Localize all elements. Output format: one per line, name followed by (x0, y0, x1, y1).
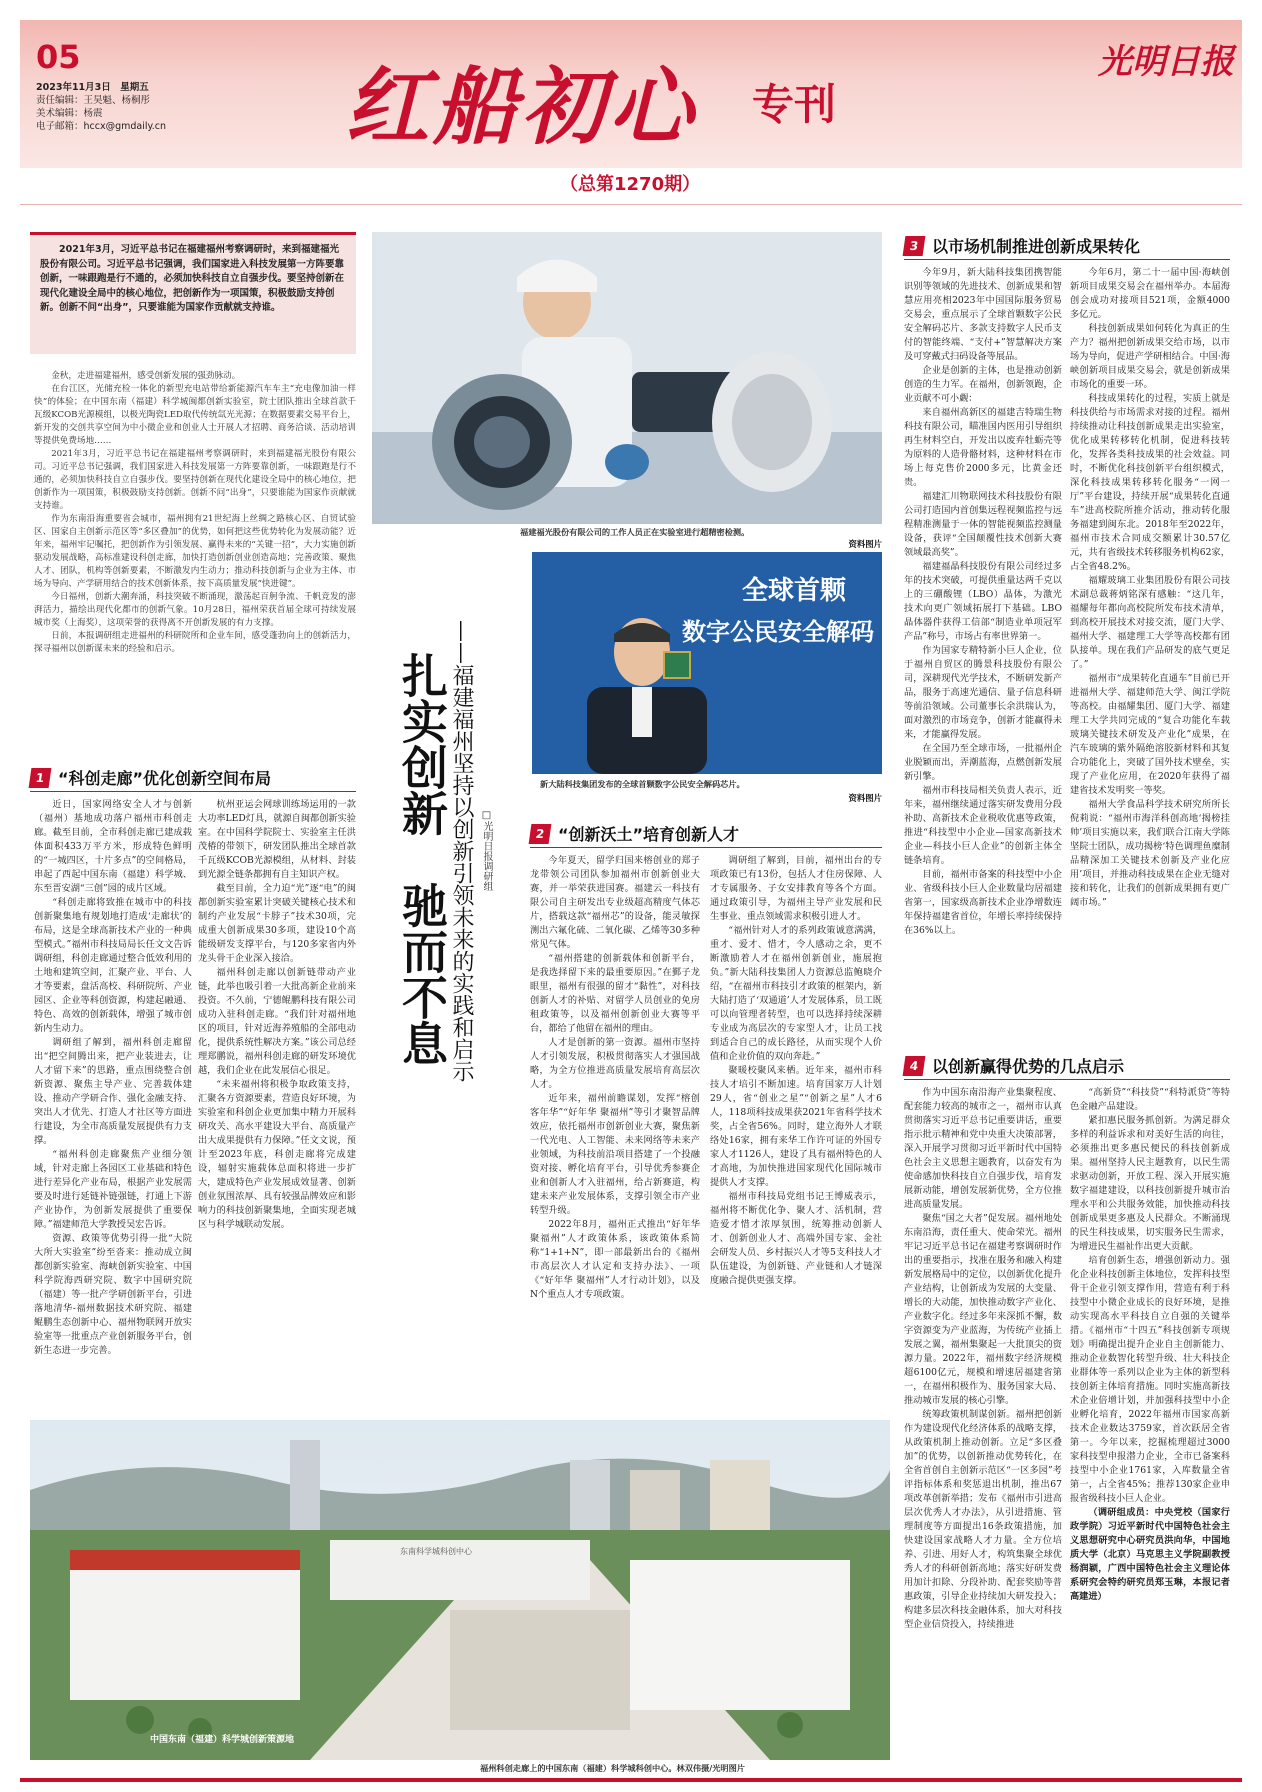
section-1-paragraph: 近日，国家网络安全人才与创新（福州）基地成功落户福州市科创走廊。截至目前，全市科创走廊已建成载体面积433万平方米，形成特色鲜明的“一城四区，十片多点”的空间格局，串起了西起中国东南（福建）科学城、东至晋安湖“三创”园的成片区域。 (34, 799, 192, 894)
section-4-number: 4 (903, 1056, 926, 1076)
lead-paragraph: 今日福州，创新大潮奔涌，科技突破不断涌现，激荡起百舸争流、千帆竞发的澎湃活力，描绘出现代化都市的创新气象。10月28日，福州荣获首届全球可持续发展城市奖（上海奖），这项荣誉的获得离不开创新发展的有力支撑。 (34, 592, 356, 628)
art-editor-line: 美术编辑：杨震 (36, 108, 103, 119)
section-1-paragraph: “科创走廊将致推在城市中的科技创新聚集地有规划地打造成‘走廊状’的布局，这是全球高新技术产业的一种典型模式。”福州市科技局局长任文文告诉调研组，科创走廊通过整合低效利用的土地和建筑空间，汇聚产业、平台、人才等要素，盘活高校、科研院所、产业园区、企业等科创资源，构建起融通、特色、高效的创新载体，增强了城市创新内生动力。 (34, 897, 192, 1034)
section-4-paragraph: 紧扣惠民服务抓创新。为满足群众多样的利益诉求和对美好生活的向往，必须推出更多惠民便民的科技创新成果。福州坚持人民主题教育，以民生需求驱动创新，开放工程、深入开展实施数字福建建设，以科技创新提升城市治理水平和公共服务效能，加快推动科技创新成果更多惠及人民群众。不断涌现的民生科技成果，切实服务民生需求，为增进民生福祉作出更大贡献。 (1070, 1115, 1230, 1252)
lead-paragraph: 作为东南沿海重要省会城市，福州拥有21世纪海上丝绸之路核心区、自贸试验区、国家自主创新示范区等“多区叠加”的优势，如何把这些优势转化为发展动能？近年来，福州牢记嘱托，把创新作为引领发展、赢得未来的“关键一招”，大力实施创新驱动发展战略，高标准建设科创走廊，加快打造创新创业创造高地；完善政策、聚焦人才、团队，机构等创新要素，不断激发内生动力；推动科技创新与企业为主体、市场为导向、产学研用结合的技术创新体系，按下高质量发展“快进键”。 (34, 514, 356, 589)
section-1-paragraph: “福州科创走廊聚焦产业细分领域，针对走廊上各园区工业基础和特色进行差异化产业布局，根据产业发展需要及时进行延链补链强链，打通上下游产业协作，为创新发展提供了重要保障。”福建师范大学教授吴宏告诉。 (34, 1149, 192, 1230)
photo-lab-worker (372, 232, 882, 524)
section-2-title: “创新沃土”培育创新人才 (558, 825, 740, 844)
section-4-title: 以创新赢得优势的几点启示 (932, 1057, 1125, 1076)
section-2-number: 2 (529, 824, 552, 844)
special-label: 专刊 (752, 80, 837, 129)
lead-paragraph: 金秋，走进福建福州，感受创新发展的强劲脉动。 (51, 371, 241, 381)
section-3-paragraph: 今年9月，新大陆科技集团携智能识别等领域的先进技术、创新成果和智慧应用亮相2023年中国国际服务贸易交易会，重点展示了全球首颗数字公民安全解码芯片、多款支持数字人民币支付的智能终端、“支付+”智慧解决方案及可穿戴式扫码设备等展品。 (904, 267, 1062, 362)
section-3-title: 以市场机制推进创新成果转化 (932, 237, 1141, 256)
lead-paragraph: 2021年3月，习近平总书记在福建福州考察调研时，来到福建福光股份有限公司。习近平总书记强调，我们国家进入科技发展第一方阵要靠创新，一味跟跑是行不通的，必须加快科技自立自强步伐。要坚持创新在现代化建设全局中的核心地位，把创新作为一项国策，积极鼓励支持创新。创新不问“出身”，只要谁能为国家作贡献就支持谁。 (34, 449, 356, 511)
section-4-paragraph: 培育创新生态，增强创新动力。强化企业科技创新主体地位，发挥科技型骨干企业引领支撑作用，营造有利于科技型中小微企业成长的良好环境，是推动实现高水平科技自立自强的关键举措。《福州市“十四五”科技创新专项规划》明确提出提升企业自主创新能力、推动企业数智化转型升级、壮大科技企业群体等一系列以企业为主体的新型科技创新主体培育措施。同时实施高新技术企业倍增计划，并加强科技型中小企业孵化培育，2022年福州市国家高新技术企业数达3759家，首次跃居全省第一。今年以来，挖掘梳理超过3000家科技型申报潜力企业，全市已备案科技型中小企业1761家，入库数量全省第一，占全省45%；推荐130家企业申报省级科技小巨人企业。 (1070, 1255, 1230, 1504)
bottom-rule (20, 1778, 1242, 1782)
issue-number: 05 (36, 38, 81, 76)
section-1-paragraph: 截至目前，全力迫“光”逐“电”的闽都创新实验室累计突破关键核心技术和制约产业发展“卡脖子”技术30项，完成重大创新成果30多项，建设10个高能级研发支撑平台，与120多家省内外龙头骨干企业深入接洽。 (198, 883, 356, 964)
section-2-paragraph: 近年来，福州前瞻谋划，发挥“榕创客年华”“好年华 聚福州”等引才聚智品牌效应，依托福州市创新创业大赛，聚焦新一代光电、人工智能、未来网络等未来产业领域，为科技前沿项目搭建了一个投融资对接、孵化培育平台，引导优秀参赛企业和创新人才入驻福州，给占新赛道，构建未来产业发展体系，支撑引领全市产业转型升级。 (530, 1093, 700, 1216)
section-1-title: “科创走廊”优化创新空间布局 (58, 769, 272, 788)
section-1-paragraph: “未来福州将积极争取政策支持，汇聚各方资源要素，营造良好环境，为实验室和科创企业更加集中精力开展科研攻关、高水平建设大平台、高质量产出大成果提供有力保障。”任文文说，预计至2023年底，科创走廊将完成建设，辐射实施载体总面积将进一步扩大，建成特色产业发展成效显著、创新创业氛围浓厚、具有较强品牌效应和影响力的科技创新聚集地，全面实现老城区与科学城联动发展。 (198, 1079, 356, 1230)
section-1-paragraph: 调研组了解到，福州科创走廊留出“把空间腾出来，把产业装进去，让人才留下来”的思路，重点围绕整合创新资源、聚焦主导产业、完善载体建设、推动产学研合作、强化金融支持、突出人才优先、打造人才社区等方面进行建设，为全市高质量发展提供有力支撑。 (34, 1037, 192, 1146)
section-2-paragraph: “福州搭建的创新载体和创新平台，是我选择留下来的最重要原因。”在鄞子龙眼里，福州有很强的留才“黏性”，对科技创新人才的补贴、对留学人员创业的免房租政策等，以及福州创新创业大赛等平台，都给了他留在福州的理由。 (530, 953, 700, 1034)
total-issue-number: （总第1270期） (560, 174, 701, 195)
header-divider (20, 204, 1242, 205)
section-3-paragraph: 福建福晶科技股份有限公司经过多年的技术突破，可提供重量达两千克以上的三硼酸锂（LBO）晶体，为激光技术向更广领域拓展打下基础。LBO晶体器件获得工信部“制造业单项冠军产品”称号，市场占有率世界第一。 (904, 561, 1062, 642)
section-2-paragraph: 今年夏天，留学归国来榕创业的郑子龙带领公司团队参加福州市创新创业大赛，并一举荣获进国赛。福建云一科技有限公司自主研发出专业级超高精度气体芯片，搭载这款“福州芯”的设备，能灵敏探测出六氟化硫、二氧化碳、乙烯等30多种常见气体。 (530, 855, 700, 950)
photo-lab-caption: 福建福光股份有限公司的工作人员正在实验室进行超精密检测。 (520, 527, 750, 537)
photo-chip-credit: 资料图片 (848, 793, 882, 803)
section-4-header (904, 1052, 1230, 1080)
byline: □光明日报调研组 (481, 810, 492, 891)
headline-main: 扎实创新 驰而不息 (395, 652, 449, 1066)
section-3-paragraph: 福建汇川物联网技术科技股份有限公司打造国内首创集远程视频监控与远程精准测量于一体的智能视频监控测量设备，获评“全国颠覆性技术创新大赛领域最高奖”。 (904, 491, 1062, 558)
section-2-header (530, 820, 882, 848)
section-3-paragraph: 福州市“成果转化直通车”目前已开进福州大学、福建师范大学、闽江学院等高校。由福耀集团、厦门大学、福建理工大学共同完成的“复合功能化车载玻璃关键技术研发及产业化”成果，在汽车玻璃的紫外隔绝溶胶新材料和其复合功能化上，突破了国外技术壁垒，实现了产业化应用，在2020年获得了福建省技术发明奖一等奖。 (1070, 673, 1230, 796)
section-4-column-1 (904, 1086, 1062, 1772)
newspaper-logo: 光明日报 (1098, 42, 1234, 82)
lead-paragraph: 日前，本报调研组走进福州的科研院所和企业车间，感受蓬勃向上的创新活力，探寻福州以创新谋未来的经验和启示。 (34, 631, 356, 654)
photo-science-city (30, 1420, 890, 1760)
intro-box: 2021年3月，习近平总书记在福建福州考察调研时，来到福建福光股份有限公司。习近平总书记强调，我们国家进入科技发展第一方阵要靠创新，一味跟跑是行不通的，必须加快科技自立自强步伐。要坚持创新在现代化建设全局中的核心地位，把创新作为一项国策，积极鼓励支持创新。创新不问“出身”，只要谁能为国家作贡献就支持谁。 (30, 232, 356, 354)
section-3-paragraph: 在全国乃至全球市场，一批福州企业脱颖而出，弄潮蓝海，点燃创新发展新引擎。 (904, 743, 1062, 782)
photo-chip-caption: 新大陆科技集团发布的全球首颗数字公民安全解码芯片。 (540, 779, 745, 789)
photo-science-city-sign: 中国东南（福建）科学城创新策源地 (150, 1735, 295, 1745)
section-2-paragraph: 2022年8月，福州正式推出“好年华 聚福州”人才政策体系，该政策体系简称“1+1+N”，即一部最新出台的《福州市高层次人才认定和支持办法》、一项《“好年华 聚福州”人才行动计划》，以及N个重点人才专项政策。 (530, 1219, 700, 1300)
headline-sub: ——福建福州坚持以创新引领未来的实践和启示 (449, 620, 474, 1082)
section-3-paragraph: 福州市科技局相关负责人表示，近年来，福州继续通过落实研发费用分段补助、高新技术企业税收优惠等政策，推进“科技型中小企业—国家高新技术企业—科技小巨人企业”的创新主体全链条培育。 (904, 785, 1062, 866)
section-3-paragraph: 福耀玻璃工业集团股份有限公司技术副总裁蒋炳铭深有感触：“这几年，福耀每年都向高校院所发布技术清单，到高校开展技术对接交流，厦门大学、福州大学、福建理工大学等高校都有团队接单。现在我们产品研发的底气更足了。” (1070, 575, 1230, 670)
editor-line: 责任编辑：王昊魁、杨桐彤 (36, 95, 151, 106)
section-3-paragraph: 企业是创新的主体，也是推动创新创造的生力军。在福州，创新领跑，企业贡献不可小觑： (904, 365, 1062, 404)
section-2-paragraph: 福州市科技局党组书记王博威表示，福州将不断优化争、聚人才、活机制，营造爱才惜才浓厚氛围，统筹推动创新人才、创新创业人才、高端外国专家、金社会研发人员、乡村振兴人才等5支科技人才队伍建设，为创新链、产业链和人才链深度融合提供更强支撑。 (710, 1191, 882, 1286)
section-3-number: 3 (903, 236, 926, 256)
lead-paragraph: 在台江区，光储充检一体化的新型充电站带给新能源汽车车主“充电像加油一样快”的体验；在中国东南（福建）科学城闽都创新实验室，院士团队推出全球首款千瓦级KCOB光源模组，以极光陶瓷LED取代传统氙光光源；在数据要素交易平台上，新开发的交创共享空间为中小微企业和创业人士开展人才招聘、商务洽谈、活动培训等提供免费场地…… (34, 384, 356, 446)
section-3-column-1 (904, 266, 1062, 1046)
section-3-header (904, 232, 1230, 260)
section-3-paragraph: 科技成果转化的过程，实质上就是科技供给与市场需求对接的过程。福州持续推动让科技创新成果走出实验室，优化成果转移转化机制，促进科技转化，发挥各类科技成果的社会效益。同时，不断优化科技创新平台组织模式，深化科技成果转移转化服务“一网一厅”平台建设，持续开展“成果转化直通车”进高校院所推介活动，推动转化服务福建到闽东北。2018年至2022年，福州市技术合同成交额累计30.57亿元，共有省级技术转移服务机构62家，占全省48.2%。 (1070, 393, 1230, 572)
lead-article (34, 370, 356, 700)
section-4-column-2 (1070, 1086, 1230, 1772)
section-3-paragraph: 作为国家专精特新小巨人企业，位于福州自贸区的腾景科技股份有限公司，深耕现代光学技术，不断研发新产品，服务于高速光通信、量子信息科研等前沿领域。公司董事长余洪瑞认为，面对激烈的市场竞争，创新才能赢得未来，才能赢得发展。 (904, 645, 1062, 740)
section-2-paragraph: 调研组了解到，目前，福州出台的专项政策已有13份，包括人才住房保障、人才专属服务、子女安排教育等各个方面。通过政策引导，为福州主导产业发展和民生事业、重点领域需求积极引进人才。 (710, 855, 882, 922)
photo-lab-credit: 资料图片 (848, 539, 882, 549)
section-4-paragraph: 统筹政策机制谋创新。福州把创新作为建设现代化经济体系的战略支撑，从政策机制上推动创新。立足“多区叠加”的优势，以创新推动优势转化，在全省首创自主创新示范区“一区多园”考评指标体系和奖惩退出机制，推出67项改革创新举措；发布《福州市引进高层次优秀人才办法》，从引进措施、管理制度等方面提出16条政策措施，加快建设国家战略人才力量。全方位培养、引进、用好人才，构筑集聚全球优秀人才的科研创新高地；落实好研发费用加计扣除、分段补助、配套奖励等普惠政策，引导企业持续加大研发投入；构建多层次科技金融体系，加大对科技型企业信贷投入，持续推进 (904, 1409, 1062, 1630)
section-1-header (30, 764, 356, 792)
section-1-paragraph: 杭州亚运会网球训练场运用的一款大功率LED灯具，就源自闽都创新实验室。在中国科学院院士、实验室主任洪茂椿的带领下，研发团队推出全球首款千瓦级KCOB光源模组，从材料、封装到光源全链条都拥有自主知识产权。 (198, 799, 356, 880)
chip-banner-line2: 数字公民安全解码 (682, 618, 874, 646)
section-2-paragraph: 人才是创新的第一资源。福州市坚持人才引领发展，积极贯彻落实人才强国战略，为全方位推进高质量发展培育高层次人才。 (530, 1037, 700, 1090)
date-line: 2023年11月3日 星期五 (36, 82, 149, 93)
section-4-paragraph: “高新贷”“科技贷”“科特派贷”等特色金融产品建设。 (1070, 1087, 1230, 1112)
section-3-column-2 (1070, 266, 1230, 1046)
section-3-paragraph: 目前，福州市备案的科技型中小企业、省级科技小巨人企业数量均居福建省第一，国家级高新技术企业净增数连年保持福建省首位，年增长率持续保持在36%以上。 (904, 869, 1062, 936)
section-3-paragraph: 今年6月，第二十一届中国·海峡创新项目成果交易会在福州举办。本届海创会成功对接项目521项，金额4000多亿元。 (1070, 267, 1230, 320)
section-2-paragraph: “福州针对人才的系列政策诚意满满，重才、爱才、惜才，令人感动之余，更不断激励着人才在福州创新创业，施展抱负。”新大陆科技集团人力资源总监鲍晓介绍，“在福州市科技引才政策的框架内，新大陆打造了‘双通道’人才发展体系，员工既可以向管理者转型，也可以选择持续深耕专业成为高层次的专家型人才，让员工找到适合自己的成长路径，从而实现个人价值和企业价值的双向奔赴。” (710, 925, 882, 1062)
photo-building-sign: 东南科学城科创中心 (400, 1547, 472, 1556)
masthead-title: 红船初心 (345, 57, 698, 156)
section-3-paragraph: 来自福州高新区的福建吉特瑞生物科技有限公司，瞄准国内医用引导组织再生材料空白，开发出以废弃牡蛎壳等为原料的人造骨骼材料，这种材料在市场上每克售价2000多元，比黄金还贵。 (904, 407, 1062, 488)
section-4-paragraph: 聚焦“国之大者”促发展。福州地处东南沿海，责任重大、使命荣光。福州牢记习近平总书记在福建考察调研时作出的重要指示，找准在服务和融入构建新发展格局中的定位，以创新优化提升产业结构，让创新成为发展的大变量、增长的大动能，加快推动数字产业化、产业数字化。经过多年来深抓不懈，数字资源变为产业蓝海，为传统产业插上发展之翼，福州集聚起一大批顶尖的资源力量。2022年，福州数字经济规模超6100亿元，规模和增速居福建省第一，在福州积极作为、服务国家大局、推动城市发展的核心引擎。 (904, 1213, 1062, 1406)
lab-worker-illustration (372, 232, 882, 524)
chip-banner-line1: 全球首颗 (742, 576, 847, 606)
science-city-illustration (30, 1420, 890, 1760)
section-1-paragraph: 福州科创走廊以创新链带动产业链，此举也吸引着一大批高新企业前来投资。不久前，宁德鲲鹏科技有限公司成功入驻科创走廊。“我们针对福州地区的项目，针对近海养殖船的全部电动化，提供系统性解决方案。”该公司总经理郑鹏说，福州科创走廊的研发环境优越，我们企业在此发展信心很足。 (198, 967, 356, 1076)
section-3-paragraph: 福州大学食品科学技术研究所所长倪莉说：“福州市海洋科创高地‘揭榜挂帅’项目实施以来，我们联合江南大学陈坚院士团队，成功揭榜‘特色调理鱼糜制品精深加工关键技术创新及产业化应用’项目，并推动科技成果在企业无缝对接和转化，让我们的创新成果拥有更广阔市场。” (1070, 799, 1230, 908)
email-line: 电子邮箱：hccx@gmdaily.cn (36, 121, 167, 132)
section-4-credit: （调研组成员：中央党校（国家行政学院）习近平新时代中国特色社会主义思想研究中心研究员洪向华，中国地质大学（北京）马克思主义学院副教授杨润颖，广西中国特色社会主义理论体系研究会特约研究员郑玉琳，本报记者高建进） (1070, 1507, 1230, 1602)
photo-science-city-caption: 福州科创走廊上的中国东南（福建）科学城科创中心。林双伟摄/光明图片 (480, 1763, 745, 1773)
section-2-paragraph: 聚暖校聚风来栖。近年来，福州市科技人才培引不断加速。培育国家万人计划29人，省“创业之星”“创新之星”人才6人，118项科技成果获2021年省科学技术奖，占全省56%。同时，建立海外人才联络处16家，拥有来华工作许可证的外国专家人才1126人，建设了具有福州特色的人才高地，为加快推进国家现代化国际城市提供人才支撑。 (710, 1065, 882, 1188)
photo-chip-release (532, 552, 882, 774)
section-1-paragraph: 资源、政策等优势引得一批“大院大所大实验室”纷至沓来：推动成立闽都创新实验室、海峡创新实验室、中国科学院海西研究院、数字中国研究院（福建）等一批产学研创新平台，引进落地清华-福州数据技术研究院、福建鲲鹏生态创新中心、福州物联网开放实验室等一批重点产业创新服务平台，创新生态进一步完善。 (34, 1233, 192, 1356)
section-4-paragraph: 作为中国东南沿海产业集聚程度、配套能力较高的城市之一，福州市认真贯彻落实习近平总书记重要讲话，重要指示批示精神和党中央重大决策部署，深入开展学习贯彻习近平新时代中国特色社会主义思想主题教育，以奋发有为使命感加快科技自立自强步伐，培育发展新动能，增创发展新优势，全方位推进高质量发展。 (904, 1087, 1062, 1210)
section-3-paragraph: 科技创新成果如何转化为真正的生产力？福州把创新成果交给市场，以市场为导向，促进产学研相结合。中国·海峡创新项目成果交易会，就是创新成果市场化的重要一环。 (1070, 323, 1230, 390)
section-1-number: 1 (29, 768, 52, 788)
